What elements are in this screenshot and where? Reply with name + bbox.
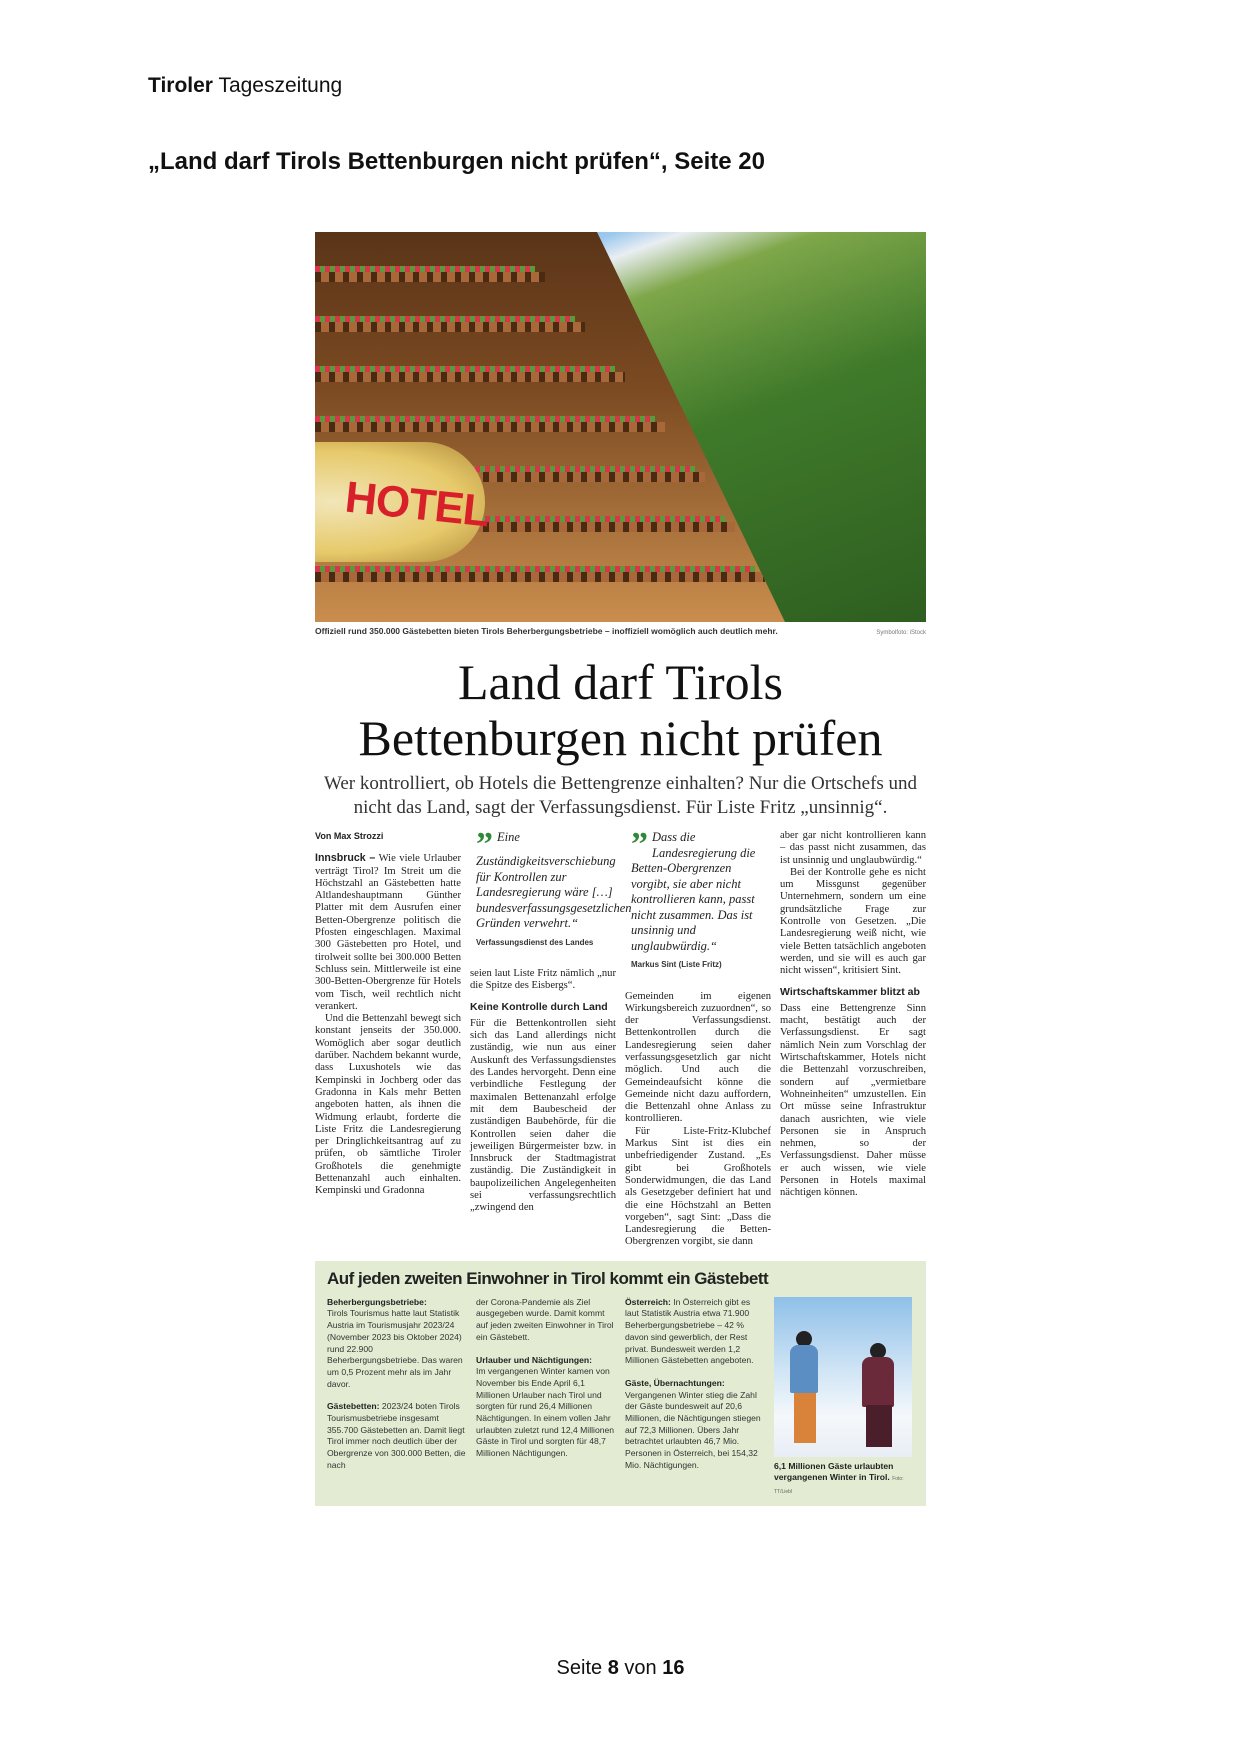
- photo-caption: [315, 626, 926, 636]
- column-1: [315, 830, 461, 1249]
- info-column-2: [476, 1297, 616, 1498]
- skiers-photo: [774, 1297, 912, 1457]
- skiers-caption-text: 6,1 Millionen Gäste urlaubten vergangenen Winter in Tirol.: [774, 1460, 894, 1482]
- page-prefix: Seite: [556, 1657, 603, 1679]
- headline-line-1: Land darf Tirols: [458, 654, 783, 710]
- publication-name: [148, 74, 342, 98]
- page-number: [0, 1657, 1241, 1680]
- paragraph-text: Wie viele Urlauber verträgt Tirol? Im Streit um die Höchstzahl an Gästebetten hatte Altlandeshauptmann Günther Platter mit dem Ausrufen einer Betten-Obergrenze politisch die Pfosten eingeschlagen. Maximal 300 Gästebetten pro Hotel, und tirolweit sollte bei 300.000 Betten Schluss sein. Mittlerweile ist eine 300-Betten-Obergrenze für Hotels vom Tisch, weil rechtlich nicht verankert.: [315, 853, 461, 1012]
- hotel-sign-text: HOTEL: [342, 472, 492, 537]
- publication-name-bold: Tiroler: [148, 74, 213, 97]
- paragraph: seien laut Liste Fritz nämlich „nur die Spitze des Eisbergs“.: [470, 968, 616, 992]
- info-text: Vergangenen Winter stieg die Zahl der Gäste bundesweit auf 20,6 Millionen, die Nächtigungen stiegen auf 72,3 Millionen. Übers Jahr betrachtet urlaubten 46,7 Mio. Personen in Österreich, bei 154,32 Mio. Nächtigungen.: [625, 1389, 761, 1470]
- paragraph: aber gar nicht kontrollieren kann – das passt nicht zusammen, das ist unsinnig und unglaubwürdig.“: [780, 830, 926, 866]
- headline-line-2: Bettenburgen nicht prüfen: [358, 710, 883, 766]
- quote-mark-icon: ”: [631, 826, 648, 863]
- paragraph: Dass eine Bettengrenze Sinn macht, bestätigt auch der Verfassungsdienst. Er sagt nämlich Nein zum Vorschlag der Wirtschaftskammer, Hotels nicht die Bettenzahl vorzuschreiben, sondern auf „vermietbare Wohneinheiten“ umzustellen. Ein Ort müsse seine Infrastruktur danach ausrichten, wie viele Personen sie in Anspruch nehmen, so der Verfassungsdienst. Daher müsse er auch wissen, wie viele Personen in Hotels maximal nächtigen können.: [780, 1002, 926, 1199]
- info-text: 2023/24 boten Tirols Tourismusbetriebe insgesamt 355.700 Gästebetten an. Damit liegt Tirol immer noch deutlich über der Obergrenze von 300.000 Betten, die nach: [327, 1401, 466, 1470]
- info-label: Gäste, Übernachtungen:: [625, 1377, 725, 1388]
- article-reference: „Land darf Tirols Bettenburgen nicht prüfen“, Seite 20: [148, 148, 765, 175]
- article-columns: [315, 826, 926, 1249]
- quote-mark-icon: ”: [476, 826, 493, 863]
- headline: [315, 654, 926, 766]
- paragraph: [315, 852, 461, 1013]
- hotel-sign: [315, 442, 492, 562]
- current-page: 8: [607, 1657, 619, 1679]
- info-label: Beherbergungsbetriebe:: [327, 1296, 427, 1307]
- column-4: [780, 830, 926, 1249]
- publication-name-rest: Tageszeitung: [218, 74, 343, 97]
- photo-credit: Symbolfoto: iStock: [876, 630, 926, 636]
- info-text: der Corona-Pandemie als Ziel ausgegeben wurde. Damit kommt auf jeden zweiten Einwohner in Tirol ein Gästebett.: [476, 1296, 614, 1342]
- subheading: Keine Kontrolle durch Land: [470, 1000, 608, 1013]
- article: [315, 626, 926, 1506]
- dateline: Innsbruck –: [315, 852, 376, 865]
- paragraph: Gemeinden im eigenen Wirkungsbereich zuzuordnen“, so der Verfassungsdienst. Bettenkontrollen durch die Landesregierung seien daher verfassungsgesetzlich gar nicht möglich. Und auch die Gemeindeaufsicht könne die Gemeinde nicht dazu auffordern, die Bettenzahl ohne Anlass zu kontrollieren.: [625, 990, 771, 1125]
- info-label: Urlauber und Nächtigungen:: [476, 1354, 593, 1365]
- deck: Wer kontrolliert, ob Hotels die Bettengrenze einhalten? Nur die Ortschefs und nicht das Land, sagt der Verfassungsdienst. Für Liste Fritz „unsinnig“.: [323, 773, 918, 818]
- info-box: [315, 1261, 926, 1506]
- total-pages: 16: [662, 1657, 685, 1679]
- quote-source: Verfassungsdienst des Landes: [476, 937, 594, 947]
- info-column-1: [327, 1297, 467, 1498]
- info-box-title: Auf jeden zweiten Einwohner in Tirol kommt ein Gästebett: [327, 1268, 769, 1288]
- byline: Von Max Strozzi: [315, 831, 384, 841]
- photo-caption-text: Offiziell rund 350.000 Gästebetten bieten Tirols Beherbergungsbetriebe – inoffiziell womöglich auch deutlich mehr.: [315, 626, 778, 636]
- hotel-photo: [315, 232, 926, 622]
- skiers-photo-caption: [774, 1461, 914, 1498]
- skiers-photo-credit: Foto: TT/Liebl: [774, 1475, 904, 1495]
- quote-text: Dass die Landesregierung die Betten-Obergrenzen vorgibt, sie aber nicht kontrollieren kann, passt nicht zusammen. Das ist unsinnig und unglaubwürdig.“: [631, 830, 756, 953]
- info-column-3: [625, 1297, 765, 1498]
- info-text: Im vergangenen Winter kamen von November bis Ende April 6,1 Millionen Urlauber nach Tirol und sorgten für rund 26,4 Millionen Nächtigungen. In einem vollen Jahr urlaubten zuletzt rund 12,4 Millionen Gäste in Tirol und sorgten für 48,7 Millionen Nächtigungen.: [476, 1366, 615, 1459]
- page-mid: von: [624, 1657, 657, 1679]
- hotel-building: [315, 232, 785, 622]
- column-2: [470, 826, 632, 1249]
- quote-source: Markus Sint (Liste Fritz): [631, 960, 722, 969]
- paragraph: Und die Bettenzahl bewegt sich konstant jenseits der 350.000. Womöglich aber sogar deutlich darüber. Nachdem bekannt wurde, dass Luxushotels wie das Kempinski in Jochberg oder das Gradonna in Kals mehr Betten angeboten hatten, als ihnen die Widmung erlaubt, forderte die Liste Fritz die Landesregierung per Dringlichkeitsantrag auf zu prüfen, ob sämtliche Tiroler Großhotels die genehmigte Bettenanzahl auch einhalten. Kempinski und Gradonna: [315, 1013, 461, 1197]
- pull-quote-1: [470, 826, 632, 950]
- paragraph: Für Liste-Fritz-Klubchef Markus Sint ist dies ein unbefriedigender Zustand. „Es gibt bei Großhotels Sonderwidmungen, die das Land als Gesetzgeber definiert hat und die eine Höchstzahl an Betten vorgeben“, sagt Sint: „Dass die Landesregierung die Betten-Obergrenzen vorgibt, sie dann: [625, 1125, 771, 1248]
- subheading: Wirtschaftskammer blitzt ab: [780, 985, 920, 998]
- paragraph: Für die Bettenkontrollen sieht sich das Land allerdings nicht zuständig, wie nun aus einer Auskunft des Verfassungsdienstes des Landes hervorgeht. Denn eine verbindliche Festlegung der maximalen Bettenanzahl erfolge mit dem Baubescheid der zuständigen Baubehörde, für die Kontrollen seien daher die jeweiligen Bürgermeister bzw. in Innsbruck der Stadtmagistrat zuständig. Die Zuständigkeit in baupolizeilichen Angelegenheiten sei verfassungsrechtlich „zwingend den: [470, 1017, 616, 1214]
- info-label: Gästebetten:: [327, 1401, 380, 1412]
- info-box-columns: [315, 1289, 926, 1498]
- column-3: [625, 826, 771, 1249]
- info-text: Tirols Tourismus hatte laut Statistik Austria im Tourismusjahr 2023/24 (November 2023 bis Oktober 2024) rund 22.900 Beherbergungsbetriebe. Das waren um 0,5 Prozent mehr als im Jahr davor.: [327, 1308, 463, 1389]
- info-text: In Österreich gibt es laut Statistik Austria etwa 71.900 Beherbergungsbetriebe – 42 % davon sind gewerblich, der Rest privat. Bundesweit werden 1,2 Millionen Gästebetten angeboten.: [625, 1296, 754, 1366]
- paragraph: Bei der Kontrolle gehe es nicht um Missgunst gegenüber Unternehmern, sondern um eine grundsätzliche Frage zur Kontrolle von Gesetzen. „Die Landesregierung weiß nicht, wie viele Betten tatsächlich angeboten werden, und sie will es auch gar nicht wissen“, kritisiert Sint.: [780, 866, 926, 977]
- info-label: Österreich:: [625, 1296, 671, 1307]
- skiers-figure: [774, 1297, 914, 1498]
- quote-text: Eine Zuständigkeitsverschiebung für Kontrollen zur Landesregierung wäre […] bundesverfassungsgesetzlichen Gründen verwehrt.“: [476, 830, 632, 930]
- pull-quote-2: [625, 826, 771, 973]
